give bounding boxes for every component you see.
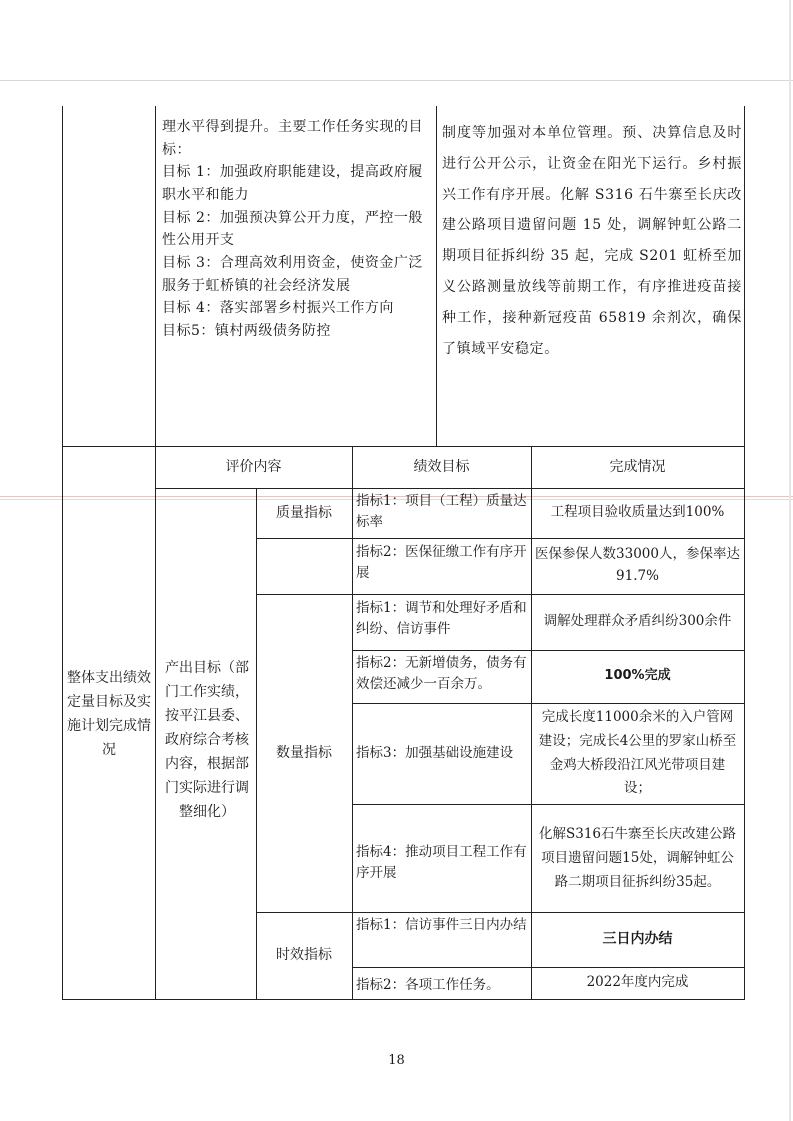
target-cell: 指标3：加强基础设施建设 [356,745,514,761]
section-label-text: 整体支出绩效定量目标及实施计划完成情况 [67,670,151,758]
goal-line: 目标5：镇村两级债务防控 [162,323,331,340]
status-cell [531,538,744,594]
table-border-left [62,106,63,999]
status-cell [531,912,744,967]
status-text: 100%完成 [604,668,671,684]
status-text: 三日内办结 [602,931,673,948]
target-cell: 指标4：推动项目工程工作有序开展 [356,844,527,881]
goal-line: 服务于虹桥镇的社会经济发展 [162,277,351,294]
category-quantity [256,594,352,912]
target-cell: 指标2：无新增债务，债务有效偿还减少一百余万。 [356,655,527,692]
status-text: 完成长度11000余米的入户管网建设；完成长4公里的罗家山桥至金鸡大桥段沿江风光带项目建设； [538,709,737,797]
header-content-text: 评价内容 [225,458,282,475]
table-border-right [744,106,745,999]
status-cell [531,804,744,912]
scan-edge [789,0,791,1121]
status-cell [531,488,744,538]
output-target [160,640,254,840]
status-cell [531,650,744,703]
top-divider-1 [155,106,156,999]
category-timeliness [256,912,352,999]
goal-line: 标： [162,141,191,158]
goal-line: 目标 1：加强政府职能建设，提高政府履 [162,164,423,181]
status-text: 工程项目验收质量达到100% [550,504,725,521]
target-cell: 指标2：各项工作任务。 [356,977,500,993]
status-text: 调解处理群众矛盾纠纷300余件 [543,613,732,630]
target-cell: 指标1：项目（工程）质量达标率 [356,493,527,530]
page-top-rule [0,80,793,81]
category-quality [256,488,352,538]
page-number: 18 [388,1053,405,1068]
goal-line: 职水平和能力 [162,187,249,204]
goal-line: 性公用开支 [162,232,235,249]
status-text: 2022年度内完成 [586,974,689,991]
header-status-text: 完成情况 [609,458,666,475]
status-cell [531,967,744,999]
target-cell: 指标2：医保征缴工作有序开展 [356,544,527,581]
header-target [352,446,531,488]
category-quantity-text: 数量指标 [276,744,332,761]
section-label [66,660,152,770]
header-target-text: 绩效目标 [413,458,470,475]
goals-list [162,116,437,343]
achievement-summary: 制度等加强对本单位管理。预、决算信息及时进行公开公示，让资金在阳光下运行。乡村振兴工作有序开展。化解 S316 石牛寨至长庆改建公路项目遗留问题 15 处，调解钟虹公路二期项目征拆纠纷 35 起，完成 S201 虹桥至加义公路测量放线等前期工作，有序推进疫苗接种工作，接种新冠疫苗 65819 余剂次，确保了镇域平安稳定。 [442,125,742,357]
status-text: 化解S316石牛寨至长庆改建公路项目遗留问题15处，调解钟虹公路二期项目征拆纠纷35起。 [538,825,736,891]
header-status [531,446,744,488]
status-cell [531,594,744,650]
target-cell: 指标1：信访事件三日内办结 [356,917,527,933]
goal-line: 理水平得到提升。主要工作任务实现的目 [162,119,423,135]
category-quality-text: 质量指标 [276,504,332,521]
header-content [155,446,352,488]
table-border-bottom [62,999,745,1000]
output-target-text: 产出目标（部门工作实绩，按平江县委、政府综合考核内容，根据部门实际进行调整细化） [165,659,249,821]
status-cell [531,703,744,804]
goal-line: 目标 3：合理高效利用资金，使资金广泛 [162,255,423,272]
category-timeliness-text: 时效指标 [276,947,332,964]
status-text: 医保参保人数33000人，参保率达91.7% [535,546,740,584]
goal-line: 目标 4：落实部署乡村振兴工作方向 [162,300,394,317]
target-cell: 指标1：调节和处理好矛盾和纠纷、信访事件 [356,600,527,637]
goal-line: 目标 2：加强预决算公开力度，严控一般 [162,209,423,226]
col-divider-target [352,446,353,999]
